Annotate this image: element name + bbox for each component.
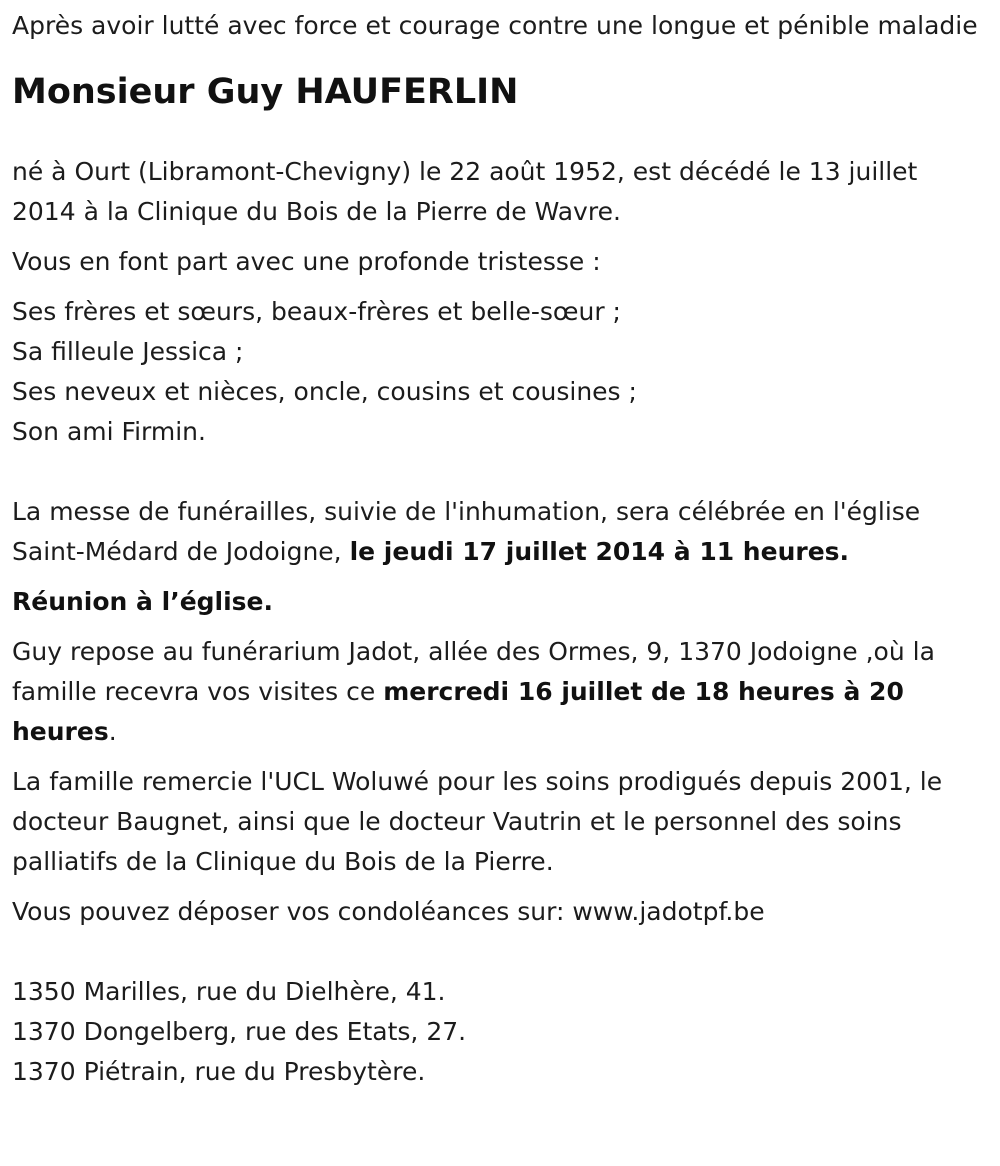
address-item: 1370 Piétrain, rue du Presbytère.: [12, 1057, 426, 1086]
address-item: 1370 Dongelberg, rue des Etats, 27.: [12, 1017, 467, 1046]
condolences-text: Vous pouvez déposer vos condoléances sur: www.jadotpf.be: [12, 897, 765, 926]
family-item: Sa filleule Jessica ;: [12, 337, 244, 366]
family-item: Ses neveux et nièces, oncle, cousins et cousines ;: [12, 377, 637, 406]
deceased-name: Monsieur Guy HAUFERLIN: [12, 72, 519, 112]
address-list: [12, 972, 988, 1092]
family-item: Son ami Firmin.: [12, 417, 206, 446]
thanks-text: La famille remercie l'UCL Woluwé pour les soins prodigués depuis 2001, le docteur Baugnet, ainsi que le docteur Vautrin et le personnel des soins palliatifs de la Clinique du Bois de la Pierre.: [12, 767, 943, 876]
intro-text: Après avoir lutté avec force et courage contre une longue et pénible maladie: [12, 11, 978, 40]
address-item: 1350 Marilles, rue du Dielhère, 41.: [12, 977, 446, 1006]
funeral-mass-date: le jeudi 17 juillet 2014 à 11 heures.: [349, 537, 850, 566]
family-list: [12, 292, 988, 452]
visit-paragraph: [12, 632, 988, 752]
visit-end: .: [108, 717, 117, 746]
funeral-mass-text: La messe de funérailles, suivie de l'inhumation, sera célébrée en l'église Saint-Médard de Jodoigne,: [12, 497, 921, 566]
family-item: Ses frères et sœurs, beaux-frères et belle-sœur ;: [12, 297, 621, 326]
meeting-note: [12, 582, 988, 622]
visit-text: Guy repose au funérarium Jadot, allée des Ormes, 9, 1370 Jodoigne ,où la famille recevra vos visites ce: [12, 637, 935, 706]
birth-death-text: né à Ourt (Libramont-Chevigny) le 22 août 1952, est décédé le 13 juillet 2014 à la Clinique du Bois de la Pierre de Wavre.: [12, 157, 918, 226]
funeral-mass-paragraph: [12, 492, 988, 572]
visit-time: mercredi 16 juillet de 18 heures à 20 heures: [12, 677, 904, 746]
meeting-note-text: Réunion à l’église.: [12, 587, 274, 616]
announcement-text: Vous en font part avec une profonde tristesse :: [12, 247, 601, 276]
